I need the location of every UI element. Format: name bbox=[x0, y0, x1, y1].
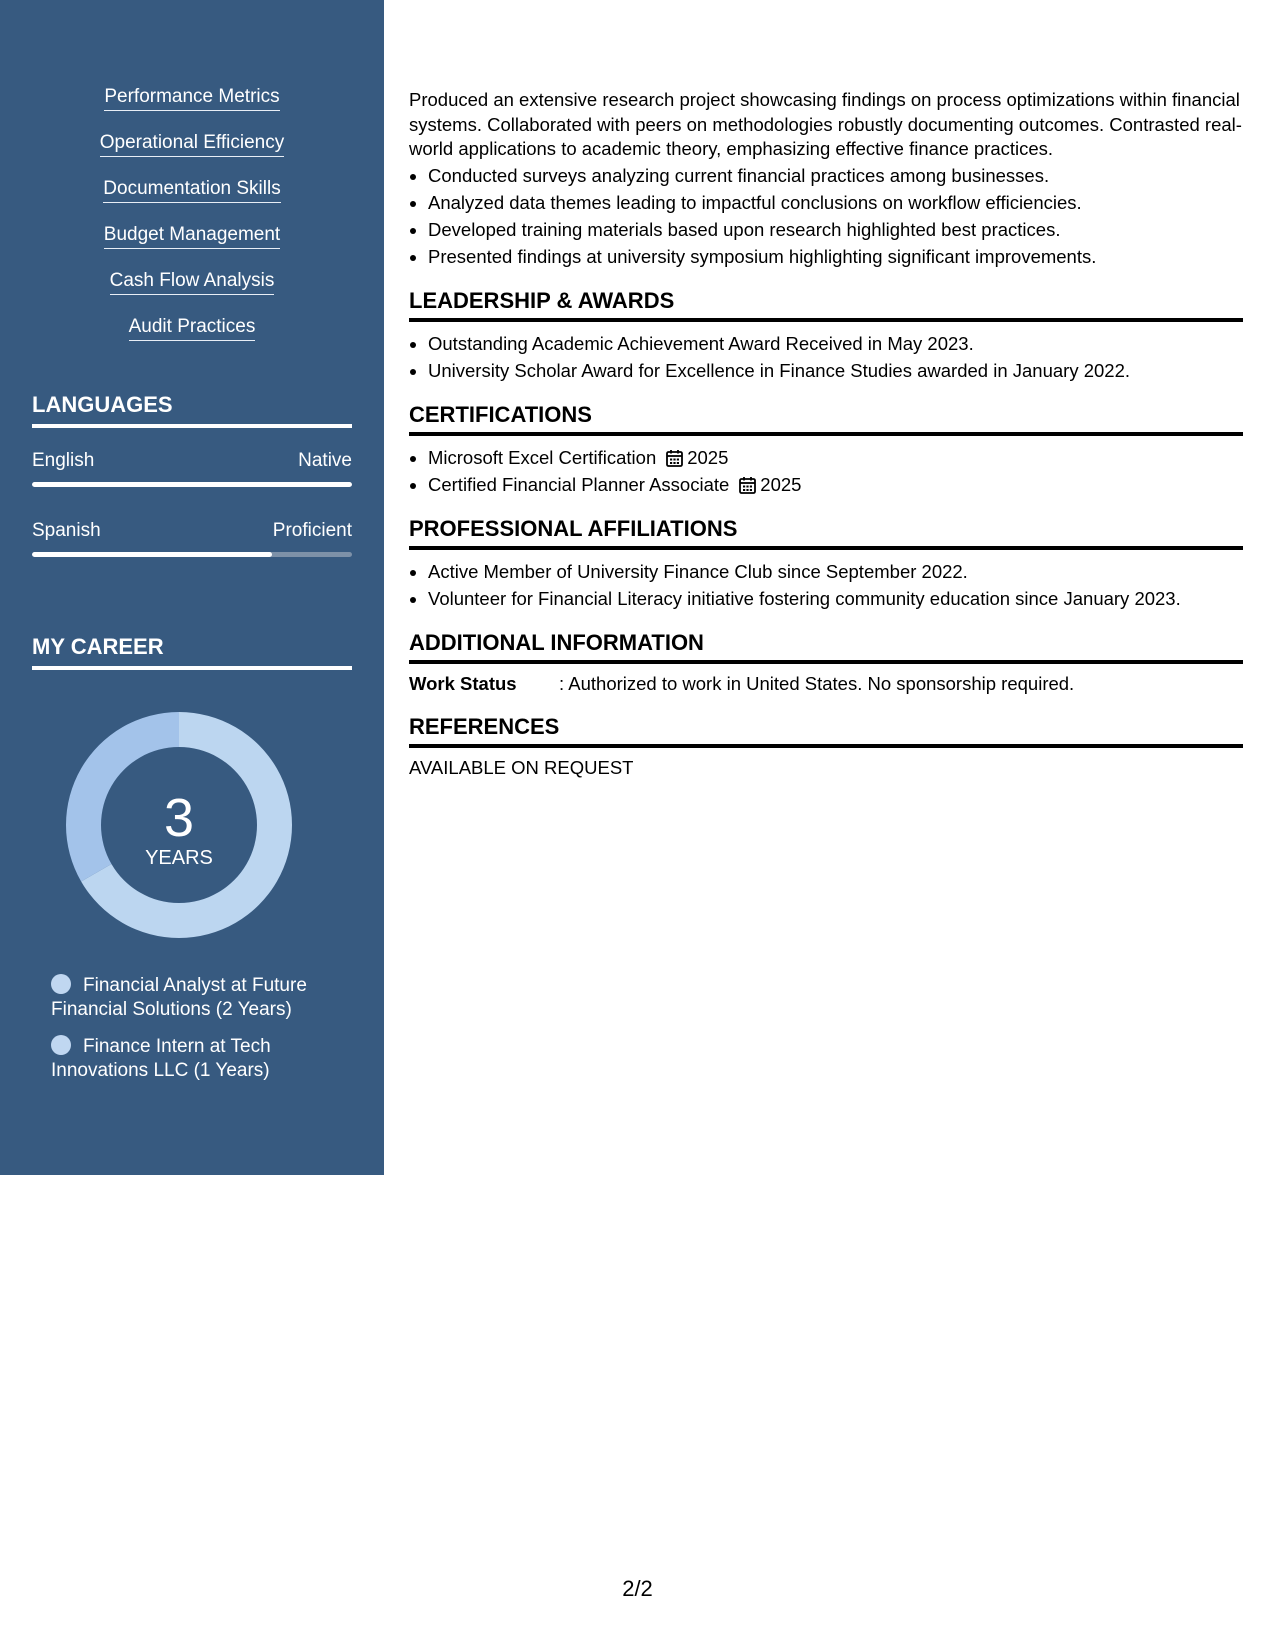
career-item-label: Financial Analyst at Future Financial Solutions (2 Years) bbox=[51, 975, 307, 1020]
bullet-dot-icon bbox=[51, 1035, 71, 1055]
list-item: • Outstanding Academic Achievement Award Received in May 2023. bbox=[428, 330, 1243, 357]
skill-item: Performance Metrics bbox=[104, 86, 279, 111]
career-donut-chart bbox=[66, 712, 292, 938]
project-description: Produced an extensive research project showcasing findings on process optimizations within financial systems. Collaborated with peers on methodologies robustly documenting outcomes. Contrasted real-world applications to academic theory, emphasizing effective finance practices. bbox=[409, 89, 1242, 159]
career-item bbox=[51, 974, 341, 1022]
leadership-section bbox=[409, 288, 1243, 384]
language-bar bbox=[32, 552, 352, 557]
career-item bbox=[51, 1035, 341, 1083]
references-section bbox=[409, 714, 1243, 780]
languages-heading: LANGUAGES bbox=[32, 392, 352, 428]
certification-item bbox=[428, 471, 1243, 498]
calendar-icon bbox=[739, 476, 756, 494]
career-total: 3 bbox=[163, 788, 195, 848]
section-heading: ADDITIONAL INFORMATION bbox=[409, 630, 1243, 664]
page-number: 2/2 bbox=[622, 1576, 653, 1601]
list-item: • University Scholar Award for Excellence in Finance Studies awarded in January 2022. bbox=[428, 357, 1243, 384]
work-status-row bbox=[409, 672, 1243, 696]
section-heading: LEADERSHIP & AWARDS bbox=[409, 288, 1243, 322]
language-level: Proficient bbox=[272, 520, 352, 541]
skill-item: Audit Practices bbox=[129, 316, 256, 341]
section-heading: CERTIFICATIONS bbox=[409, 402, 1243, 436]
list-item: • Analyzed data themes leading to impactful conclusions on workflow efficiencies. bbox=[428, 189, 1243, 216]
section-heading: REFERENCES bbox=[409, 714, 1243, 748]
list-item: • Conducted surveys analyzing current financial practices among businesses. bbox=[428, 162, 1243, 189]
bullet-dot-icon bbox=[51, 974, 71, 994]
certification-item bbox=[428, 444, 1243, 471]
calendar-icon bbox=[666, 449, 683, 467]
list-item: • Presented findings at university symposium highlighting significant improvements. bbox=[428, 243, 1243, 270]
language-bar-fill bbox=[32, 482, 352, 487]
language-name: Spanish bbox=[32, 520, 101, 541]
career-heading: MY CAREER bbox=[32, 634, 352, 670]
career-list bbox=[51, 974, 341, 1096]
references-text: AVAILABLE ON REQUEST bbox=[409, 756, 634, 778]
list-item: • Volunteer for Financial Literacy initiative fostering community education since January 2023. bbox=[428, 585, 1243, 612]
language-bar bbox=[32, 482, 352, 487]
main-content bbox=[409, 88, 1243, 780]
certification-year: 2025 bbox=[687, 446, 729, 468]
certification-name: Microsoft Excel Certification bbox=[428, 446, 657, 468]
section-heading: PROFESSIONAL AFFILIATIONS bbox=[409, 516, 1243, 550]
work-status-value: : Authorized to work in United States. No sponsorship required. bbox=[559, 672, 1075, 694]
project-bullets bbox=[409, 162, 1243, 270]
language-bar-fill bbox=[32, 552, 272, 557]
list-item: • Developed training materials based upon research highlighted best practices. bbox=[428, 216, 1243, 243]
certifications-section bbox=[409, 402, 1243, 498]
certification-year: 2025 bbox=[760, 473, 802, 495]
additional-info-section bbox=[409, 630, 1243, 696]
language-name: English bbox=[32, 450, 95, 471]
skill-item: Documentation Skills bbox=[103, 178, 280, 203]
language-level: Native bbox=[298, 450, 352, 471]
work-status-label: Work Status bbox=[409, 672, 517, 694]
skills-list bbox=[0, 86, 384, 362]
certification-name: Certified Financial Planner Associate bbox=[428, 473, 730, 495]
skill-item: Budget Management bbox=[104, 224, 280, 249]
list-item: • Active Member of University Finance Club since September 2022. bbox=[428, 558, 1243, 585]
affiliations-section bbox=[409, 516, 1243, 612]
sidebar bbox=[0, 0, 384, 1175]
skill-item: Operational Efficiency bbox=[100, 132, 284, 157]
career-item-label: Finance Intern at Tech Innovations LLC (1 Years) bbox=[51, 1036, 271, 1081]
career-unit: YEARS bbox=[145, 847, 213, 869]
skill-item: Cash Flow Analysis bbox=[110, 270, 275, 295]
